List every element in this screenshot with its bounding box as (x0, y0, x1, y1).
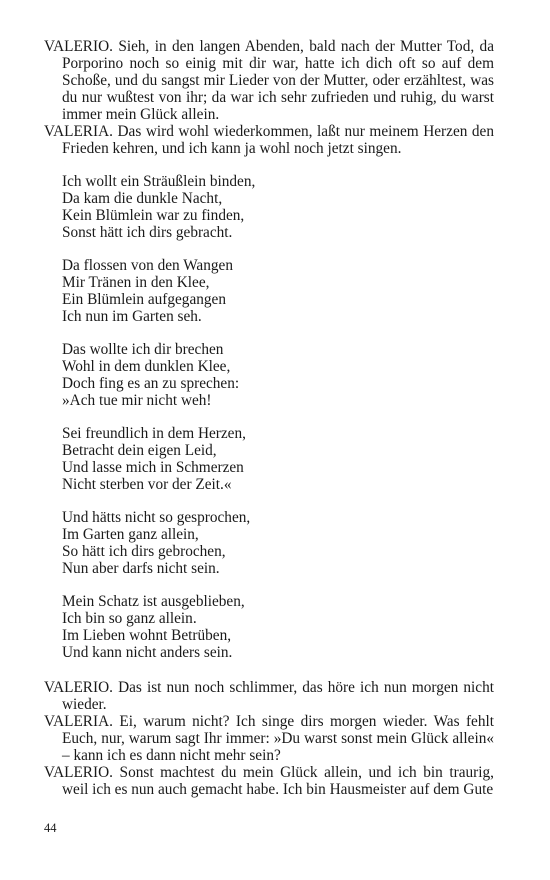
stanza (62, 425, 494, 493)
speech-valerio: VALERIO. Das ist nun noch schlimmer, das höre ich nun morgen nicht wieder. (44, 679, 494, 713)
stanza (62, 509, 494, 577)
speech-valerio: VALERIO. Sonst machtest du mein Glück allein, und ich bin traurig, weil ich es nun auch gemacht habe. Ich bin Hausmeister auf dem Gute (44, 764, 494, 798)
verse-line: Nun aber darfs nicht sein. (62, 560, 220, 577)
verse-line: Und lasse mich in Schmerzen (62, 459, 244, 476)
page-body (44, 38, 494, 798)
speech-valeria: VALERIA. Das wird wohl wiederkommen, laßt nur meinem Herzen den Frieden kehren, und ich kann ja wohl noch jetzt singen. (44, 123, 494, 157)
stanza (62, 593, 494, 661)
verse-line: Betracht dein eigen Leid, (62, 442, 217, 459)
verse-line: So hätt ich dirs gebrochen, (62, 543, 226, 560)
stanza (62, 341, 494, 409)
verse-line: Da flossen von den Wangen (62, 257, 233, 274)
verse-line: Sonst hätt ich dirs gebracht. (62, 224, 233, 241)
verse-line: Mir Tränen in den Klee, (62, 274, 210, 291)
verse-line: Wohl in dem dunklen Klee, (62, 358, 231, 375)
verse-line: Ich wollt ein Sträußlein binden, (62, 173, 256, 190)
speech-valeria: VALERIA. Ei, warum nicht? Ich singe dirs morgen wieder. Was fehlt Euch, nur, warum sagt Ihr immer: »Du warst sonst mein Glück allein« – kann ich es dann nicht mehr sein? (44, 713, 494, 764)
verse-line: Doch fing es an zu sprechen: (62, 375, 240, 392)
verse-line: Ich bin so ganz allein. (62, 610, 197, 627)
verse-line: Mein Schatz ist ausgeblieben, (62, 593, 245, 610)
verse-line: Und hätts nicht so gesprochen, (62, 509, 251, 526)
song (62, 173, 494, 679)
verse-line: Im Lieben wohnt Betrüben, (62, 627, 232, 644)
verse-line: Ich nun im Garten seh. (62, 308, 202, 325)
verse-line: Kein Blümlein war zu finden, (62, 207, 245, 224)
verse-line: »Ach tue mir nicht weh! (62, 392, 212, 409)
verse-line: Das wollte ich dir brechen (62, 341, 224, 358)
verse-line: Und kann nicht anders sein. (62, 644, 233, 661)
verse-line: Ein Blümlein aufgegangen (62, 291, 226, 308)
stanza (62, 173, 494, 241)
verse-line: Nicht sterben vor der Zeit.« (62, 476, 232, 493)
verse-line: Sei freundlich in dem Herzen, (62, 425, 246, 442)
verse-line: Im Garten ganz allein, (62, 526, 199, 543)
verse-line: Da kam die dunkle Nacht, (62, 190, 223, 207)
stanza (62, 257, 494, 325)
speech-valerio: VALERIO. Sieh, in den langen Abenden, bald nach der Mutter Tod, da Porporino noch so einig mit dir war, hatte ich dich oft so auf dem Schoße, und du sangst mir Lieder von der Mutter, oder erzähltest, was du nur wußtest von ihr; da war ich sehr zufrieden und ruhig, du warst immer mein Glück allein. (44, 38, 494, 123)
page-number: 44 (44, 821, 57, 835)
